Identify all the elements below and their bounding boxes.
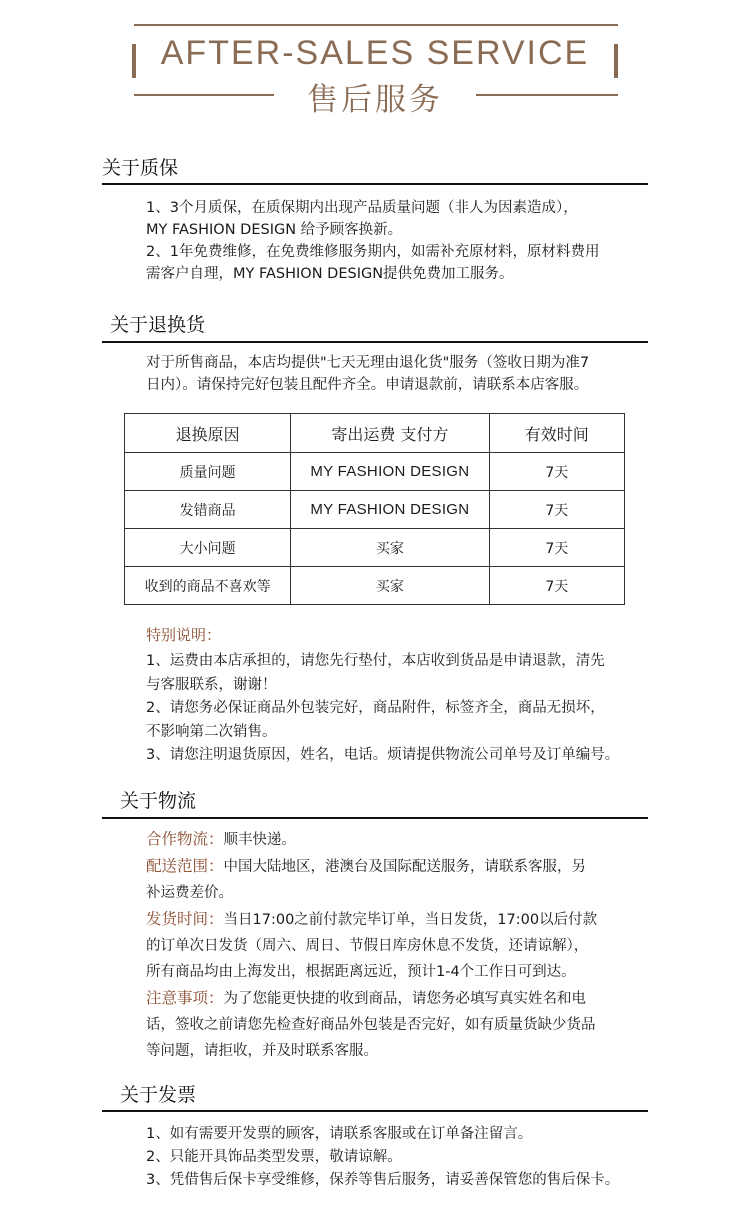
table-row — [125, 529, 625, 567]
warranty-line: 1、3个月质保，在质保期内出现产品质量问题（非人为因素造成）， — [146, 200, 578, 216]
logistics-item — [146, 853, 656, 880]
logistics-item — [146, 906, 656, 933]
warranty-rule — [102, 183, 648, 185]
returns-rule — [102, 341, 648, 343]
invoice-text — [146, 1123, 656, 1192]
logistics-value: 顺丰快递。 — [223, 832, 297, 848]
logistics-value: 所有商品均由上海发出，根据距离远近，预计1-4个工作日可到达。 — [146, 964, 576, 980]
invoice-rule — [102, 1110, 648, 1112]
banner-top-line — [134, 24, 618, 26]
banner-title-en: AFTER-SALES SERVICE — [160, 34, 590, 72]
table-cell: 大小问题 — [125, 529, 291, 567]
logistics-item — [146, 826, 656, 853]
note-line: 不影响第二次销售。 — [146, 723, 277, 740]
table-cell: 质量问题 — [125, 453, 291, 491]
notes-title: 特别说明： — [146, 626, 222, 644]
table-header-cell: 寄出运费 支付方 — [291, 414, 489, 453]
table-cell: MY FASHION DESIGN — [291, 453, 489, 491]
logistics-value: 话，签收之前请您先检查好商品外包装是否完好，如有质量货缺少货品 — [146, 1017, 596, 1033]
warranty-text — [146, 197, 656, 285]
table-cell: MY FASHION DESIGN — [291, 491, 489, 529]
logistics-value: 为了您能更快捷的收到商品，请您务必填写真实姓名和电 — [223, 991, 587, 1007]
returns-text — [146, 352, 656, 396]
returns-line: 日内）。请保持完好包装且配件齐全。申请退款前，请联系本店客服。 — [146, 377, 589, 393]
table-row — [125, 567, 625, 605]
table-header-cell: 退换原因 — [125, 414, 291, 453]
logistics-rule — [102, 817, 648, 819]
note-line: 与客服联系，谢谢！ — [146, 676, 277, 693]
logistics-value: 中国大陆地区，港澳台及国际配送服务，请联系客服，另 — [223, 859, 587, 875]
table-cell: 收到的商品不喜欢等 — [125, 567, 291, 605]
table-cell: 7天 — [489, 453, 624, 491]
invoice-line: 1、如有需要开发票的顾客，请联系客服或在订单备注留言。 — [146, 1126, 533, 1142]
warranty-line: 需客户自理，MY FASHION DESIGN提供免费加工服务。 — [146, 266, 514, 282]
logistics-label: 发货时间： — [146, 910, 224, 928]
warranty-line: MY FASHION DESIGN 给予顾客换新。 — [146, 222, 403, 238]
logistics-value: 补运费差价。 — [146, 885, 233, 901]
logistics-value: 等问题，请拒收，并及时联系客服。 — [146, 1043, 378, 1059]
table-cell: 7天 — [489, 491, 624, 529]
notes-text — [146, 650, 656, 768]
table-row — [125, 453, 625, 491]
logistics-label: 配送范围： — [146, 857, 224, 875]
logistics-value: 当日17:00之前付款完毕订单，当日发货，17:00以后付款 — [223, 912, 598, 928]
logistics-title: 关于物流 — [120, 790, 197, 812]
warranty-title: 关于质保 — [102, 157, 179, 179]
note-line: 2、请您务必保证商品外包装完好，商品附件，标签齐全，商品无损坏， — [146, 700, 605, 716]
table-row — [125, 491, 625, 529]
logistics-item — [146, 985, 656, 1012]
warranty-line: 2、1年免费维修，在免费维修服务期内，如需补充原材料，原材料费用 — [146, 244, 600, 260]
logistics-label: 合作物流： — [146, 830, 224, 848]
logistics-text — [146, 826, 656, 1064]
logistics-label: 注意事项： — [146, 989, 224, 1007]
table-cell: 买家 — [291, 567, 489, 605]
note-line: 1、运费由本店承担的，请您先行垫付，本店收到货品是申请退款，清先 — [146, 653, 605, 669]
table-cell: 买家 — [291, 529, 489, 567]
returns-title: 关于退换货 — [110, 314, 206, 336]
table-cell: 7天 — [489, 567, 624, 605]
returns-line: 对于所售商品，本店均提供"七天无理由退化货"服务（签收日期为准7 — [146, 355, 590, 371]
invoice-title: 关于发票 — [120, 1084, 197, 1106]
table-header-cell: 有效时间 — [489, 414, 624, 453]
table-cell: 发错商品 — [125, 491, 291, 529]
note-line: 3、请您注明退货原因，姓名，电话。烦请提供物流公司单号及订单编号。 — [146, 747, 620, 763]
logistics-value: 的订单次日发货（周六、周日、节假日库房休息不发货，还请谅解）， — [146, 938, 589, 954]
banner-title-cn: 售后服务 — [307, 82, 443, 118]
table-cell: 7天 — [489, 529, 624, 567]
invoice-line: 3、凭借售后保卡享受维修，保养等售后服务，请妥善保管您的售后保卡。 — [146, 1172, 620, 1188]
returns-table — [124, 413, 625, 605]
invoice-line: 2、只能开具饰品类型发票，敬请谅解。 — [146, 1149, 402, 1165]
table-header-row — [125, 414, 625, 453]
